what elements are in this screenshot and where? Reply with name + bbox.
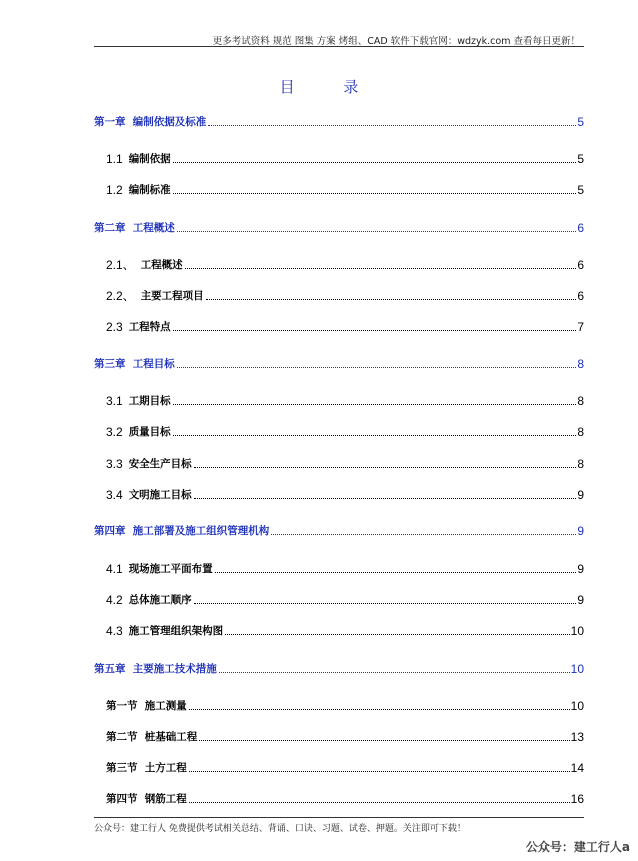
toc-leader-dots — [194, 498, 577, 499]
toc-entry-label: 第一节 施工测量 — [106, 700, 187, 712]
toc-entry-label: 质量目标 — [128, 426, 171, 438]
toc-leader-dots — [215, 572, 577, 573]
toc-entry-page: 8 — [577, 457, 584, 471]
toc-leader-dots — [225, 634, 569, 635]
toc-leader-dots — [177, 367, 577, 368]
toc-entry-page: 13 — [570, 730, 584, 744]
toc-entry-section[interactable] — [106, 728, 584, 744]
toc-leader-dots — [189, 771, 570, 772]
toc-leader-dots — [199, 740, 569, 741]
toc-entry-page: 10 — [570, 624, 584, 638]
toc-entry-chapter-5[interactable] — [94, 660, 584, 676]
toc-entry-page: 8 — [577, 394, 584, 408]
toc-entry-label: 编制依据 — [128, 153, 171, 165]
watermark: 公众号：建工行人a — [525, 840, 630, 854]
toc-leader-dots — [173, 193, 577, 194]
toc-entry-page: 5 — [577, 115, 584, 129]
header-divider — [94, 46, 584, 47]
toc-entry-label: 工期目标 — [128, 395, 171, 407]
toc-entry-chapter-3[interactable] — [94, 355, 584, 371]
toc-entry-section[interactable] — [106, 486, 584, 502]
toc-entry-page: 8 — [577, 425, 584, 439]
toc-entry-section[interactable] — [106, 455, 584, 471]
toc-entry-number: 4.1 — [106, 562, 123, 576]
toc-leader-dots — [194, 603, 577, 604]
toc-entry-page: 9 — [577, 562, 584, 576]
toc-entry-label: 第三章 工程目标 — [94, 358, 175, 370]
toc-entry-section[interactable] — [106, 697, 584, 713]
toc-entry-page: 5 — [577, 152, 584, 166]
toc-entry-number: 3.2 — [106, 425, 123, 439]
toc-entry-section[interactable] — [106, 591, 584, 607]
toc-leader-dots — [173, 404, 577, 405]
toc-entry-label: 安全生产目标 — [128, 458, 192, 470]
toc-entry-label: 工程概述 — [140, 259, 183, 271]
toc-entry-chapter-4[interactable] — [94, 522, 584, 538]
toc-entry-label: 第四章 施工部署及施工组织管理机构 — [94, 525, 270, 537]
toc-leader-dots — [271, 534, 576, 535]
toc-entry-page: 9 — [577, 488, 584, 502]
toc-entry-label: 第一章 编制依据及标准 — [94, 116, 207, 128]
toc-entry-page: 10 — [570, 699, 584, 713]
toc-entry-section[interactable] — [106, 423, 584, 439]
toc-entry-page: 6 — [577, 221, 584, 235]
toc-entry-number: 3.4 — [106, 488, 123, 502]
toc-leader-dots — [194, 467, 577, 468]
toc-entry-page: 16 — [570, 792, 584, 806]
toc-leader-dots — [189, 802, 570, 803]
toc-entry-section[interactable] — [106, 181, 584, 197]
toc-entry-section[interactable] — [106, 790, 584, 806]
toc-entry-label: 工程特点 — [128, 321, 171, 333]
toc-entry-section[interactable] — [106, 256, 584, 272]
toc-entry-label: 第五章 主要施工技术措施 — [94, 663, 217, 675]
toc-leader-dots — [185, 268, 577, 269]
toc-entry-number: 3.1 — [106, 394, 123, 408]
toc-entry-number: 2.2、 — [106, 289, 135, 303]
toc-entry-label: 第四节 钢筋工程 — [106, 793, 187, 805]
toc-entry-label: 施工管理组织架构图 — [128, 625, 224, 637]
toc-entry-chapter-1[interactable] — [94, 113, 584, 129]
toc-entry-section[interactable] — [106, 150, 584, 166]
toc-entry-number: 1.1 — [106, 152, 123, 166]
toc-title: 目 录 — [279, 78, 381, 96]
toc-leader-dots — [189, 709, 570, 710]
toc-entry-page: 14 — [570, 761, 584, 775]
toc-entry-label: 主要工程项目 — [140, 290, 204, 302]
toc-entry-section[interactable] — [106, 318, 584, 334]
toc-entry-section[interactable] — [106, 622, 584, 638]
toc-entry-section[interactable] — [106, 392, 584, 408]
footer-divider — [94, 817, 584, 818]
toc-leader-dots — [206, 299, 577, 300]
toc-entry-page: 8 — [577, 357, 584, 371]
toc-entry-number: 4.2 — [106, 593, 123, 607]
toc-entry-number: 1.2 — [106, 183, 123, 197]
toc-entry-number: 3.3 — [106, 457, 123, 471]
toc-leader-dots — [173, 330, 577, 331]
toc-entry-label: 现场施工平面布置 — [128, 563, 213, 575]
toc-entry-label: 第三节 土方工程 — [106, 762, 187, 774]
page-header: 更多考试资料 规范 图集 方案 烤组、CAD 软件下载官网：wdzyk.com 查看每日更新！ — [212, 36, 580, 47]
toc-entry-section[interactable] — [106, 287, 584, 303]
toc-leader-dots — [173, 435, 577, 436]
toc-entry-label: 第二节 桩基础工程 — [106, 731, 198, 743]
toc-entry-number: 2.3 — [106, 320, 123, 334]
toc-entry-label: 第二章 工程概述 — [94, 222, 175, 234]
toc-entry-page: 7 — [577, 320, 584, 334]
toc-entry-label: 编制标准 — [128, 184, 171, 196]
toc-entry-page: 6 — [577, 258, 584, 272]
toc-entry-label: 总体施工顺序 — [128, 594, 192, 606]
toc-entry-number: 2.1、 — [106, 258, 135, 272]
toc-entry-page: 6 — [577, 289, 584, 303]
toc-entry-section[interactable] — [106, 560, 584, 576]
toc-entry-page: 5 — [577, 183, 584, 197]
toc-entry-page: 9 — [577, 593, 584, 607]
toc-leader-dots — [173, 162, 577, 163]
toc-leader-dots — [208, 125, 576, 126]
toc-entry-page: 9 — [577, 524, 584, 538]
toc-entry-chapter-2[interactable] — [94, 219, 584, 235]
toc-leader-dots — [219, 672, 570, 673]
toc-leader-dots — [177, 231, 577, 232]
toc-entry-label: 文明施工目标 — [128, 489, 192, 501]
toc-entry-page: 10 — [570, 662, 584, 676]
toc-entry-section[interactable] — [106, 759, 584, 775]
toc-entry-number: 4.3 — [106, 624, 123, 638]
page-footer: 公众号：建工行人 免费提供考试相关总结、背诵、口诀、习题、试卷、押题。关注即可下载！ — [94, 824, 466, 834]
